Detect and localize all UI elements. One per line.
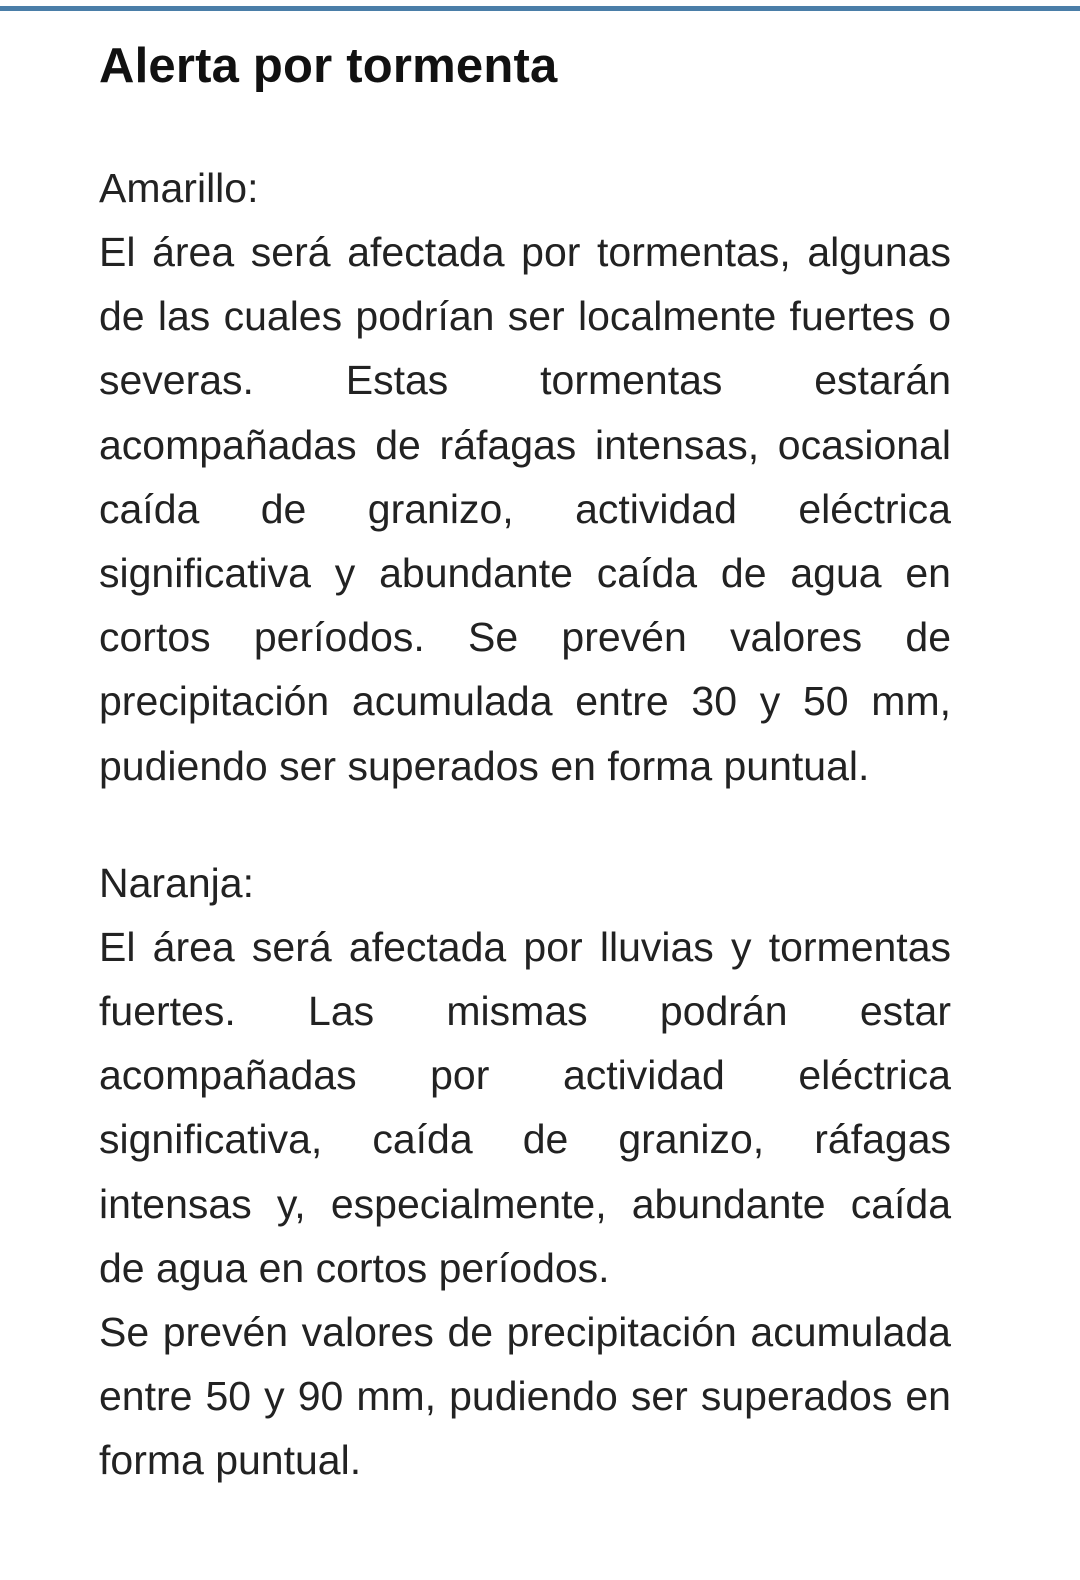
top-accent-rule <box>0 6 1080 11</box>
page-title: Alerta por tormenta <box>99 39 558 93</box>
alert-section-naranja <box>99 851 951 1493</box>
alert-section-amarillo <box>99 156 951 798</box>
alert-description: El área será afectada por lluvias y tormentas fuertes. Las mismas podrán estar acompañadas por actividad eléctrica significativa, caída de granizo, ráfagas intensas y, especialmente, abundante caída de agua en cortos períodos. <box>99 923 951 1291</box>
alert-precipitation-note: Se prevén valores de precipitación acumulada entre 50 y 90 mm, pudiendo ser superados en forma puntual. <box>99 1309 951 1484</box>
alert-level-label: Naranja: <box>99 859 254 906</box>
alert-level-label: Amarillo: <box>99 165 259 211</box>
alert-description: El área será afectada por tormentas, algunas de las cuales podrían ser localmente fuertes o severas. Estas tormentas estarán acompañadas de ráfagas intensas, ocasional caída de granizo, actividad eléctrica significativa y abundante caída de agua en cortos períodos. Se prevén valores de precipitación acumulada entre 30 y 50 mm, pudiendo ser superados en forma puntual. <box>99 229 951 789</box>
alert-content <box>99 36 951 1493</box>
